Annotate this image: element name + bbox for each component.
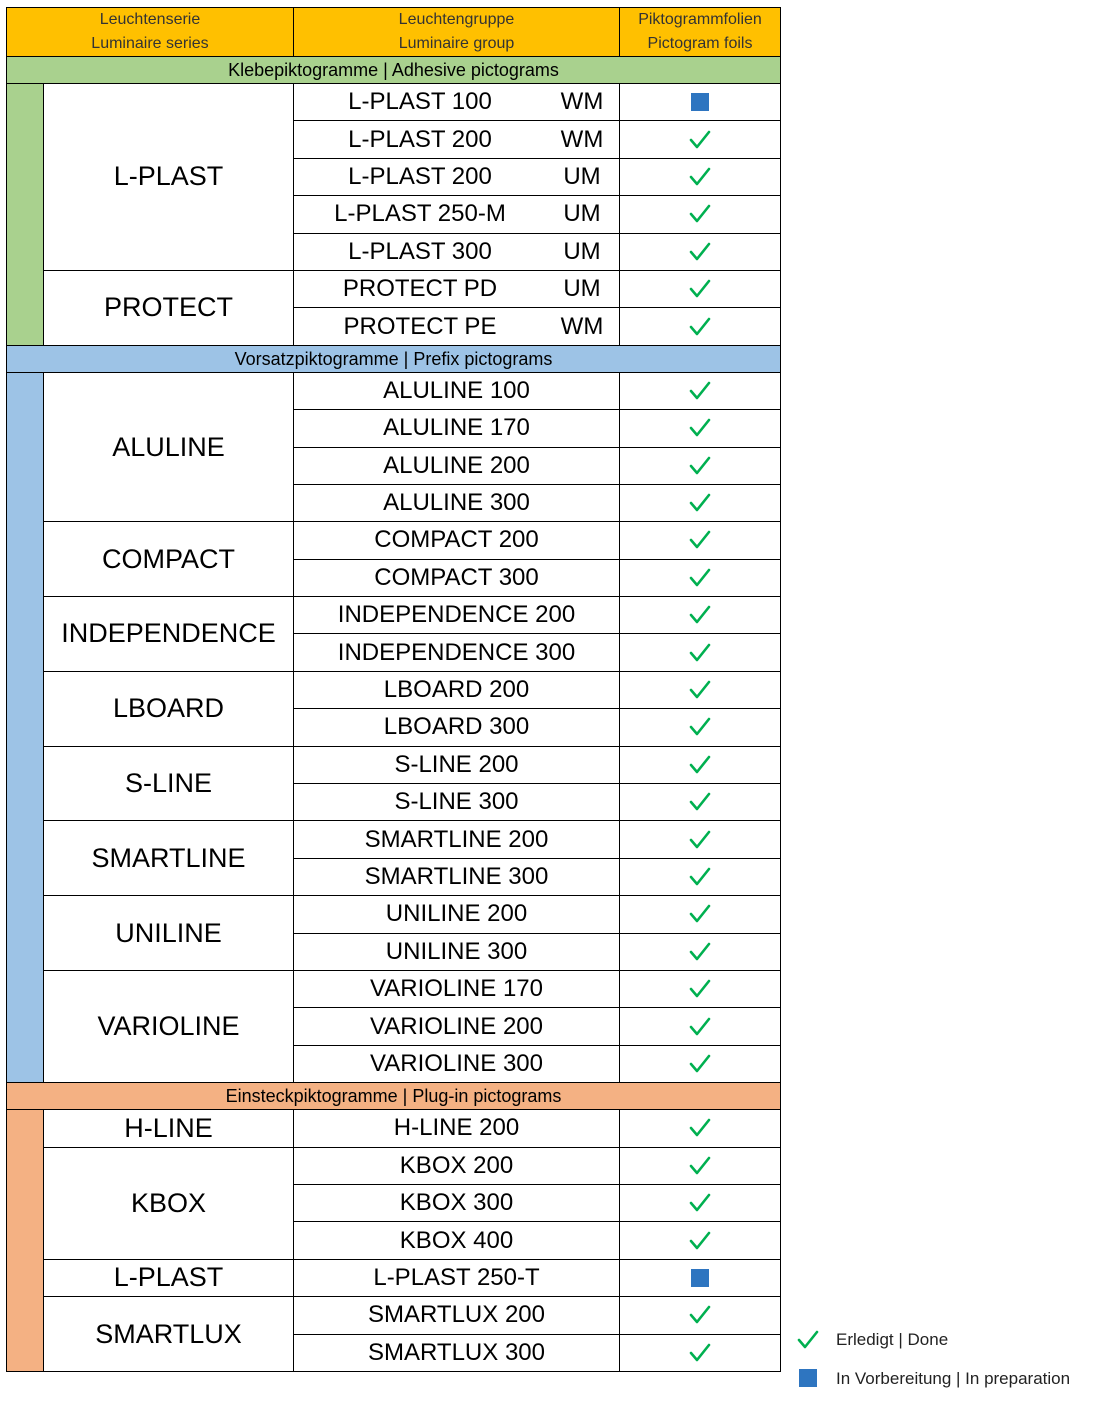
group-name: PROTECT PD bbox=[342, 275, 498, 303]
check-icon bbox=[689, 206, 711, 223]
check-icon bbox=[689, 906, 711, 923]
series-name: SMARTLINE bbox=[44, 821, 294, 896]
status-cell bbox=[620, 970, 781, 1007]
status-cell bbox=[620, 484, 781, 521]
status-cell bbox=[620, 896, 781, 933]
check-icon bbox=[689, 831, 711, 848]
group-name: LBOARD 300 bbox=[383, 713, 530, 741]
check-icon bbox=[689, 681, 711, 698]
header-series bbox=[7, 8, 294, 57]
header-row bbox=[7, 8, 781, 57]
group-name: S-LINE 300 bbox=[394, 788, 519, 816]
header-group-en: Luminaire group bbox=[398, 35, 515, 52]
group-name: VARIOLINE 300 bbox=[370, 1049, 543, 1077]
group-name: VARIOLINE 200 bbox=[370, 1012, 543, 1040]
check-icon bbox=[689, 1120, 711, 1137]
group-name: S-LINE 200 bbox=[394, 750, 519, 778]
group-name-cell bbox=[294, 858, 620, 895]
group-name-cell bbox=[294, 1184, 620, 1221]
table-body bbox=[7, 57, 781, 1372]
header-foil-en: Pictogram foils bbox=[647, 35, 753, 52]
group-name: SMARTLUX 200 bbox=[368, 1301, 545, 1329]
check-icon bbox=[689, 868, 711, 885]
status-cell bbox=[620, 784, 781, 821]
check-icon bbox=[689, 1344, 711, 1361]
category-strip bbox=[7, 372, 44, 1082]
group-name: KBOX 300 bbox=[399, 1189, 514, 1217]
check-icon bbox=[689, 1232, 711, 1249]
check-icon bbox=[689, 1055, 711, 1072]
category-label: Einsteckpiktogramme | Plug-in pictograms bbox=[7, 1083, 781, 1110]
group-name-cell bbox=[294, 1222, 620, 1259]
series-name: KBOX bbox=[44, 1147, 294, 1259]
legend-done-label: Erledigt | Done bbox=[836, 1330, 949, 1349]
group-name-cell bbox=[294, 671, 620, 708]
status-cell bbox=[620, 821, 781, 858]
series-name: S-LINE bbox=[44, 746, 294, 821]
status-cell bbox=[620, 597, 781, 634]
status-cell bbox=[620, 196, 781, 233]
square-icon bbox=[691, 93, 709, 111]
group-name: SMARTLUX 300 bbox=[368, 1338, 545, 1366]
group-name-cell bbox=[294, 308, 620, 345]
category-row bbox=[7, 57, 781, 84]
category-label: Vorsatzpiktogramme | Prefix pictograms bbox=[7, 345, 781, 372]
group-name-cell bbox=[294, 970, 620, 1007]
group-name: L-PLAST 250-T bbox=[373, 1263, 540, 1291]
status-cell bbox=[620, 933, 781, 970]
group-name: UNILINE 200 bbox=[385, 900, 528, 928]
header-foil-de: Piktogrammfolien bbox=[638, 11, 762, 28]
table-row bbox=[7, 821, 781, 858]
check-icon bbox=[689, 644, 711, 661]
status-cell bbox=[620, 233, 781, 270]
series-name: UNILINE bbox=[44, 896, 294, 971]
status-cell bbox=[620, 1147, 781, 1184]
group-name-cell bbox=[294, 634, 620, 671]
group-name: H-LINE 200 bbox=[393, 1114, 520, 1142]
status-cell bbox=[620, 1334, 781, 1371]
square-icon bbox=[691, 1269, 709, 1287]
check-icon bbox=[689, 980, 711, 997]
category-row bbox=[7, 345, 781, 372]
table-row bbox=[7, 1297, 781, 1334]
check-icon bbox=[689, 168, 711, 185]
table-row bbox=[7, 372, 781, 409]
table-row bbox=[7, 522, 781, 559]
status-cell bbox=[620, 559, 781, 596]
group-suffix: WM bbox=[560, 88, 604, 116]
status-cell bbox=[620, 634, 781, 671]
status-cell bbox=[620, 1184, 781, 1221]
group-name-cell bbox=[294, 559, 620, 596]
series-name: PROTECT bbox=[44, 270, 294, 345]
group-name-cell bbox=[294, 597, 620, 634]
status-cell bbox=[620, 372, 781, 409]
group-name: SMARTLINE 300 bbox=[364, 863, 549, 890]
category-label: Klebepiktogramme | Adhesive pictograms bbox=[7, 57, 781, 84]
header-series-en: Luminaire series bbox=[91, 35, 209, 52]
status-cell bbox=[620, 308, 781, 345]
series-name: L-PLAST bbox=[44, 84, 294, 271]
status-cell bbox=[620, 522, 781, 559]
group-suffix: UM bbox=[563, 237, 601, 265]
group-name-cell bbox=[294, 784, 620, 821]
table-row bbox=[7, 1259, 781, 1296]
group-name-cell bbox=[294, 447, 620, 484]
status-cell bbox=[620, 1110, 781, 1147]
group-name-cell bbox=[294, 1334, 620, 1371]
group-name: KBOX 400 bbox=[399, 1226, 514, 1254]
group-suffix: UM bbox=[563, 200, 601, 228]
group-name: ALULINE 200 bbox=[383, 451, 530, 479]
group-name-cell bbox=[294, 410, 620, 447]
status-cell bbox=[620, 1259, 781, 1296]
series-name: ALULINE bbox=[44, 372, 294, 522]
status-cell bbox=[620, 858, 781, 895]
group-name-cell bbox=[294, 121, 620, 158]
group-name-cell bbox=[294, 896, 620, 933]
status-cell bbox=[620, 447, 781, 484]
group-name: ALULINE 170 bbox=[383, 414, 530, 442]
legend-prep-label: In Vorbereitung | In preparation bbox=[836, 1369, 1071, 1388]
group-name-cell bbox=[294, 270, 620, 307]
check-icon bbox=[689, 1157, 711, 1174]
table-row bbox=[7, 597, 781, 634]
group-name-cell bbox=[294, 522, 620, 559]
group-name-cell bbox=[294, 196, 620, 233]
group-name: ALULINE 300 bbox=[383, 489, 530, 517]
group-name: L-PLAST 250-M bbox=[334, 200, 506, 228]
check-icon bbox=[689, 756, 711, 773]
table-row bbox=[7, 970, 781, 1007]
status-cell bbox=[620, 158, 781, 195]
check-icon bbox=[689, 607, 711, 624]
group-name-cell bbox=[294, 1008, 620, 1045]
check-icon bbox=[689, 243, 711, 260]
group-suffix: WM bbox=[560, 312, 604, 340]
check-icon bbox=[689, 457, 711, 474]
table-row bbox=[7, 746, 781, 783]
check-icon bbox=[689, 532, 711, 549]
status-cell bbox=[620, 671, 781, 708]
square-icon bbox=[796, 1369, 820, 1387]
group-name-cell bbox=[294, 1045, 620, 1082]
status-cell bbox=[620, 1008, 781, 1045]
series-name: VARIOLINE bbox=[44, 970, 294, 1082]
check-icon bbox=[689, 569, 711, 586]
status-cell bbox=[620, 84, 781, 121]
group-name: L-PLAST 200 bbox=[348, 162, 492, 190]
check-icon bbox=[689, 1307, 711, 1324]
group-suffix: WM bbox=[560, 125, 604, 153]
group-name-cell bbox=[294, 1147, 620, 1184]
status-cell bbox=[620, 746, 781, 783]
series-name: H-LINE bbox=[44, 1110, 294, 1147]
check-icon bbox=[689, 943, 711, 960]
group-name-cell bbox=[294, 233, 620, 270]
check-icon bbox=[689, 280, 711, 297]
group-name-cell bbox=[294, 709, 620, 746]
check-icon bbox=[689, 494, 711, 511]
check-icon bbox=[689, 318, 711, 335]
status-cell bbox=[620, 410, 781, 447]
status-cell bbox=[620, 270, 781, 307]
check-icon bbox=[689, 1018, 711, 1035]
group-name: KBOX 200 bbox=[399, 1151, 514, 1179]
table-row bbox=[7, 84, 781, 121]
group-name-cell bbox=[294, 84, 620, 121]
category-row bbox=[7, 1083, 781, 1110]
series-name: INDEPENDENCE bbox=[44, 597, 294, 672]
group-name: INDEPENDENCE 200 bbox=[337, 601, 576, 629]
category-strip bbox=[7, 84, 44, 346]
group-name: L-PLAST 200 bbox=[348, 125, 492, 153]
group-name: SMARTLINE 200 bbox=[364, 825, 549, 853]
series-name: L-PLAST bbox=[44, 1259, 294, 1296]
header-group-de: Leuchtengruppe bbox=[398, 11, 515, 28]
group-name-cell bbox=[294, 1110, 620, 1147]
status-cell bbox=[620, 1297, 781, 1334]
status-cell bbox=[620, 1045, 781, 1082]
header-series-de: Leuchtenserie bbox=[99, 11, 201, 28]
group-name: VARIOLINE 170 bbox=[370, 975, 543, 1003]
check-icon bbox=[689, 382, 711, 399]
group-name: PROTECT PE bbox=[343, 312, 497, 340]
check-icon bbox=[689, 1194, 711, 1211]
group-name: L-PLAST 100 bbox=[348, 88, 492, 116]
group-suffix: UM bbox=[563, 162, 601, 190]
group-name-cell bbox=[294, 1297, 620, 1334]
group-suffix: UM bbox=[563, 275, 601, 303]
table-row bbox=[7, 1110, 781, 1147]
series-name: SMARTLUX bbox=[44, 1297, 294, 1372]
group-name: LBOARD 200 bbox=[383, 676, 530, 704]
group-name-cell bbox=[294, 372, 620, 409]
check-icon bbox=[689, 420, 711, 437]
status-cell bbox=[620, 1222, 781, 1259]
check-icon bbox=[796, 1330, 820, 1350]
pictogram-table bbox=[6, 7, 781, 1372]
check-icon bbox=[689, 719, 711, 736]
table-row bbox=[7, 270, 781, 307]
table-row bbox=[7, 896, 781, 933]
group-name: INDEPENDENCE 300 bbox=[337, 638, 576, 666]
group-name: UNILINE 300 bbox=[385, 937, 528, 965]
group-name-cell bbox=[294, 1259, 620, 1296]
header-foil bbox=[620, 8, 781, 57]
group-name-cell bbox=[294, 933, 620, 970]
group-name: L-PLAST 300 bbox=[348, 237, 492, 265]
table-row bbox=[7, 1147, 781, 1184]
status-cell bbox=[620, 121, 781, 158]
table-row bbox=[7, 671, 781, 708]
group-name-cell bbox=[294, 158, 620, 195]
series-name: LBOARD bbox=[44, 671, 294, 746]
group-name: COMPACT 200 bbox=[374, 526, 539, 554]
category-strip bbox=[7, 1110, 44, 1372]
header-group bbox=[294, 8, 620, 57]
group-name: COMPACT 300 bbox=[374, 563, 539, 591]
group-name-cell bbox=[294, 821, 620, 858]
group-name-cell bbox=[294, 484, 620, 521]
group-name-cell bbox=[294, 746, 620, 783]
group-name: ALULINE 100 bbox=[383, 376, 530, 404]
check-icon bbox=[689, 131, 711, 148]
check-icon bbox=[689, 793, 711, 810]
series-name: COMPACT bbox=[44, 522, 294, 597]
status-cell bbox=[620, 709, 781, 746]
